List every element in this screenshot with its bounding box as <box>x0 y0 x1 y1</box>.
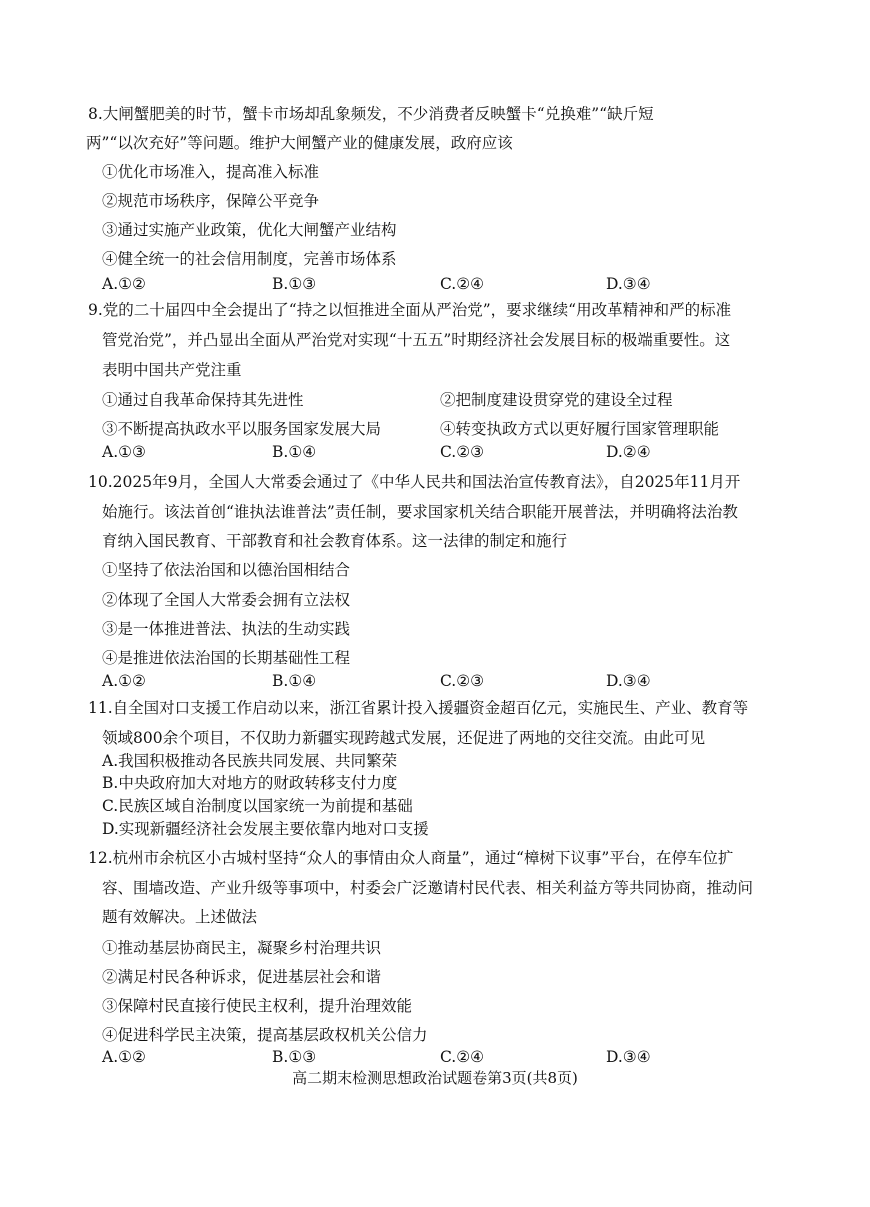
page-footer: 高二期末检测思想政治试题卷第3页(共8页) <box>292 1069 578 1087</box>
choice-d: D.③④ <box>606 1048 651 1066</box>
question-stem-line: 题有效解决。上述做法 <box>102 908 258 926</box>
choice-d: D.②④ <box>606 443 651 461</box>
choice-a: A.①③ <box>102 443 146 461</box>
option-1: ①优化市场准入，提高准入标准 <box>102 163 320 181</box>
option-3: ③保障村民直接行使民主权利，提升治理效能 <box>102 997 413 1015</box>
option-4: ④转变执政方式以更好履行国家管理职能 <box>440 420 720 438</box>
option-1: ①通过自我革命保持其先进性 <box>102 391 304 409</box>
option-2: ②规范市场秩序，保障公平竞争 <box>102 192 320 210</box>
choice-b: B.①③ <box>272 275 317 293</box>
option-c: C.民族区域自治制度以国家统一为前提和基础 <box>102 797 413 815</box>
question-stem-line: 8.大闸蟹肥美的时节，蟹卡市场却乱象频发，不少消费者反映蟹卡“兑换难”“缺斤短 <box>88 105 654 123</box>
choice-c: C.②④ <box>440 1048 485 1066</box>
choice-b: B.①④ <box>272 443 317 461</box>
choice-d: D.③④ <box>606 275 651 293</box>
choice-b: B.①③ <box>272 1048 317 1066</box>
option-3: ③不断提高执政水平以服务国家发展大局 <box>102 420 382 438</box>
option-3: ③通过实施产业政策，优化大闸蟹产业结构 <box>102 221 397 239</box>
question-stem-line: 10.2025年9月，全国人大常委会通过了《中华人民共和国法治宣传教育法》，自2025年11月开 <box>88 473 741 491</box>
option-b: B.中央政府加大对地方的财政转移支付力度 <box>102 774 398 792</box>
option-a: A.我国积极推动各民族共同发展、共同繁荣 <box>102 752 398 770</box>
choice-b: B.①④ <box>272 672 317 690</box>
option-4: ④是推进依法治国的长期基础性工程 <box>102 649 351 667</box>
question-stem-line: 表明中国共产党注重 <box>102 361 242 379</box>
choice-c: C.②③ <box>440 672 485 690</box>
answer-choices <box>102 671 782 691</box>
option-4: ④健全统一的社会信用制度，完善市场体系 <box>102 250 397 268</box>
question-stem-line: 始施行。该法首创“谁执法谁普法”责任制，要求国家机关结合职能开展普法，并明确将法治教 <box>102 503 738 521</box>
option-2: ②把制度建设贯穿党的建设全过程 <box>440 391 673 409</box>
question-stem-line: 育纳入国民教育、干部教育和社会教育体系。这一法律的制定和施行 <box>102 532 568 550</box>
option-2: ②体现了全国人大常委会拥有立法权 <box>102 591 351 609</box>
choice-d: D.③④ <box>606 672 651 690</box>
answer-choices <box>102 1047 782 1067</box>
answer-choices <box>102 274 782 294</box>
option-1: ①推动基层协商民主，凝聚乡村治理共识 <box>102 939 382 957</box>
option-4: ④促进科学民主决策，提高基层政权机关公信力 <box>102 1026 428 1044</box>
option-d: D.实现新疆经济社会发展主要依靠内地对口支援 <box>102 820 429 838</box>
choice-a: A.①② <box>102 275 146 293</box>
option-3: ③是一体推进普法、执法的生动实践 <box>102 620 351 638</box>
answer-choices <box>102 442 782 462</box>
option-1: ①坚持了依法治国和以德治国相结合 <box>102 561 351 579</box>
choice-a: A.①② <box>102 1048 146 1066</box>
option-2: ②满足村民各种诉求，促进基层社会和谐 <box>102 968 382 986</box>
choice-c: C.②④ <box>440 275 485 293</box>
question-stem-line: 容、围墙改造、产业升级等事项中，村委会广泛邀请村民代表、相关利益方等共同协商，推动问 <box>102 879 754 897</box>
question-stem-line: 11.自全国对口支援工作启动以来，浙江省累计投入援疆资金超百亿元，实施民生、产业、教育等 <box>88 699 749 717</box>
question-stem-line: 12.杭州市余杭区小古城村坚持“众人的事情由众人商量”，通过“樟树下议事”平台，在停车位扩 <box>88 849 734 867</box>
choice-a: A.①② <box>102 672 146 690</box>
question-stem-line: 9.党的二十届四中全会提出了“持之以恒推进全面从严治党”，要求继续“用改革精神和严的标准 <box>88 301 732 319</box>
question-stem-line: 领域800余个项目，不仅助力新疆实现跨越式发展，还促进了两地的交往交流。由此可见 <box>102 729 706 747</box>
choice-c: C.②③ <box>440 443 485 461</box>
question-stem-line: 管党治党”，并凸显出全面从严治党对实现“十五五”时期经济社会发展目标的极端重要性。这 <box>102 331 731 349</box>
question-stem-line: 两”“以次充好”等问题。维护大闸蟹产业的健康发展，政府应该 <box>86 134 513 152</box>
